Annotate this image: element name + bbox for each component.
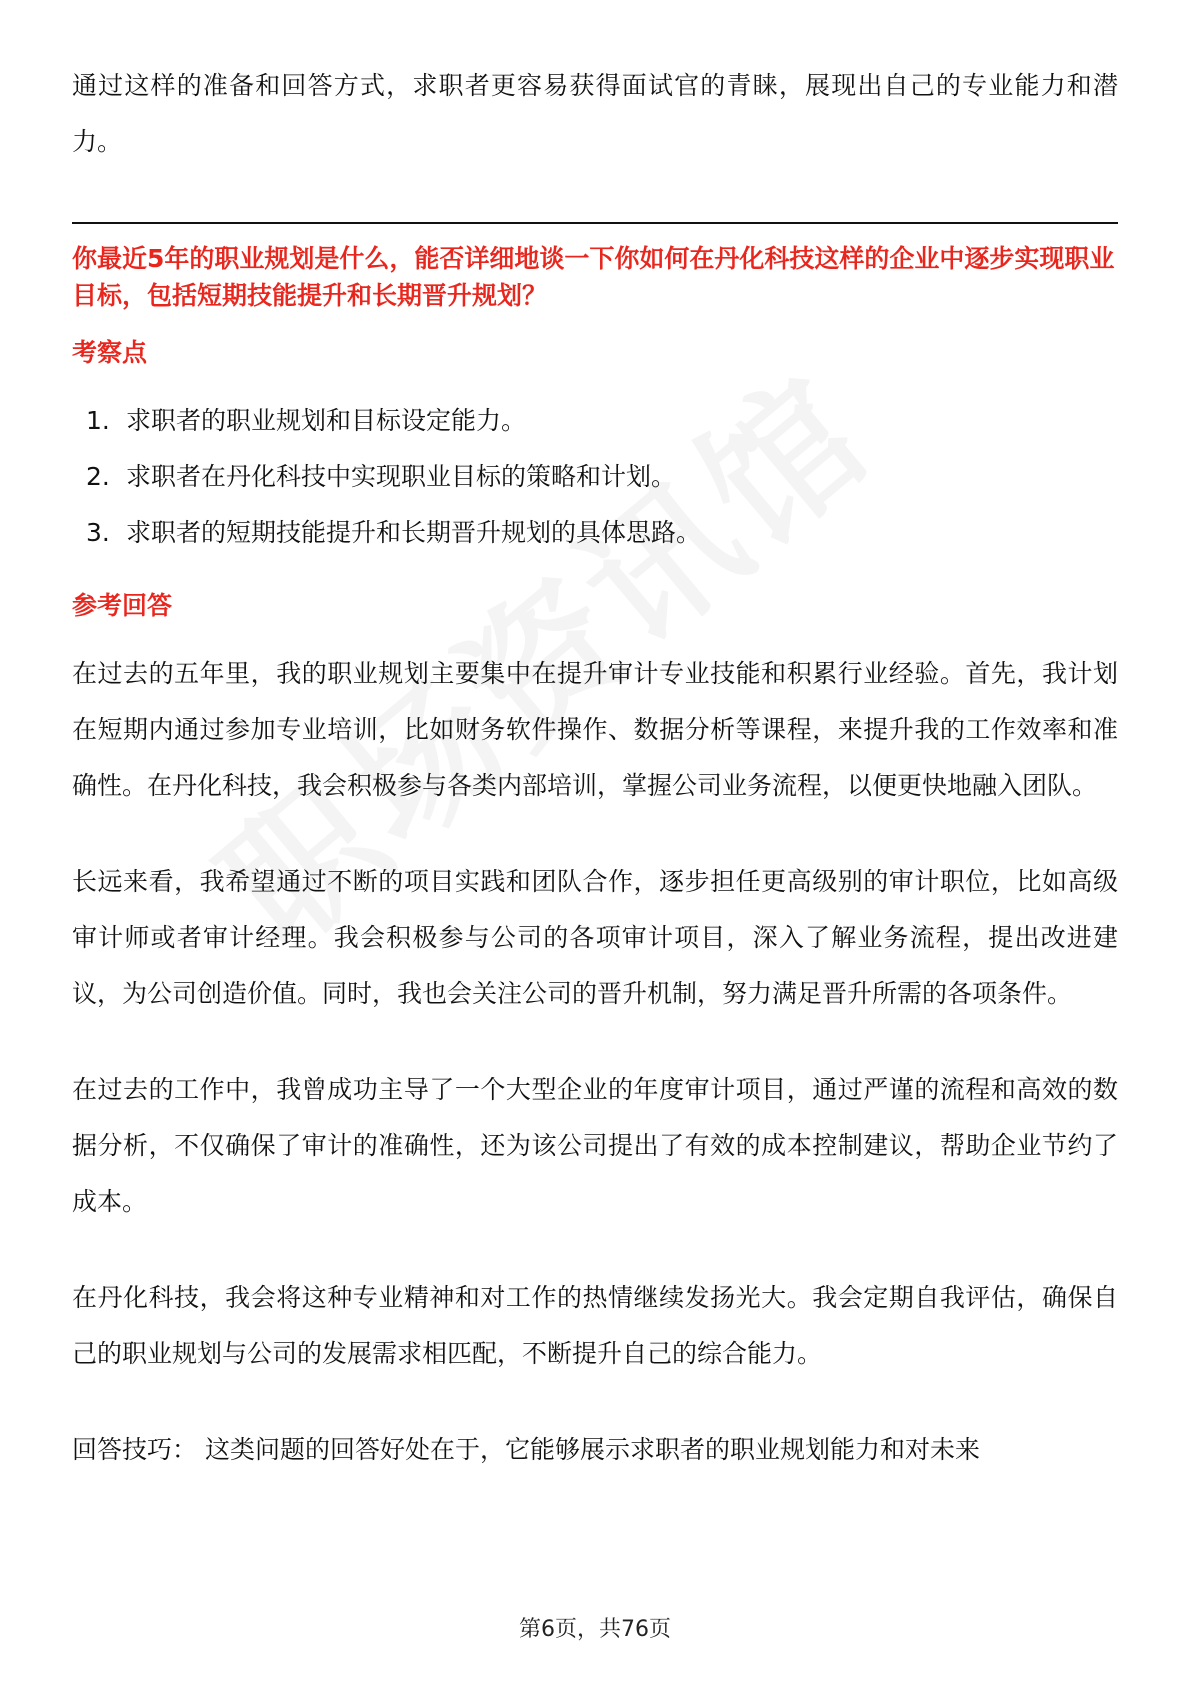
interview-question: 你最近5年的职业规划是什么，能否详细地谈一下你如何在丹化科技这样的企业中逐步实现职业目标，包括短期技能提升和长期晋升规划？ [72, 244, 1115, 310]
document-content [72, 58, 1118, 1478]
answer-paragraph: 在过去的工作中，我曾成功主导了一个大型企业的年度审计项目，通过严谨的流程和高效的数据分析，不仅确保了审计的准确性，还为该公司提出了有效的成本控制建议，帮助企业节约了成本。 [72, 1075, 1118, 1216]
list-item-number: 2. [86, 462, 110, 491]
assessment-points-list [72, 393, 1118, 561]
page-number: 第6页，共76页 [519, 1617, 671, 1642]
list-item [72, 449, 1118, 505]
answer-paragraph: 在丹化科技，我会将这种专业精神和对工作的热情继续发扬光大。我会定期自我评估，确保自己的职业规划与公司的发展需求相匹配，不断提升自己的综合能力。 [72, 1283, 1118, 1368]
list-item-number: 1. [86, 406, 110, 435]
answer-paragraph: 在过去的五年里，我的职业规划主要集中在提升审计专业技能和积累行业经验。首先，我计划在短期内通过参加专业培训，比如财务软件操作、数据分析等课程，来提升我的工作效率和准确性。在丹化科技，我会积极参与各类内部培训，掌握公司业务流程，以便更快地融入团队。 [72, 659, 1118, 800]
list-item-text: 求职者的职业规划和目标设定能力。 [126, 406, 527, 435]
list-item [72, 505, 1118, 561]
intro-paragraph: 通过这样的准备和回答方式，求职者更容易获得面试官的青睐，展现出自己的专业能力和潜力。 [72, 71, 1118, 156]
reference-answer-title: 参考回答 [72, 591, 173, 620]
section-divider [72, 222, 1118, 224]
answer-tips-paragraph: 回答技巧： 这类问题的回答好处在于，它能够展示求职者的职业规划能力和对未来 [72, 1435, 980, 1464]
list-item-text: 求职者的短期技能提升和长期晋升规划的具体思路。 [126, 518, 702, 547]
assessment-points-title: 考察点 [72, 338, 148, 367]
list-item [72, 393, 1118, 449]
answer-paragraph: 长远来看，我希望通过不断的项目实践和团队合作，逐步担任更高级别的审计职位，比如高级审计师或者审计经理。我会积极参与公司的各项审计项目，深入了解业务流程，提出改进建议，为公司创造价值。同时，我也会关注公司的晋升机制，努力满足晋升所需的各项条件。 [72, 867, 1118, 1008]
list-item-number: 3. [86, 518, 110, 547]
list-item-text: 求职者在丹化科技中实现职业目标的策略和计划。 [126, 462, 677, 491]
